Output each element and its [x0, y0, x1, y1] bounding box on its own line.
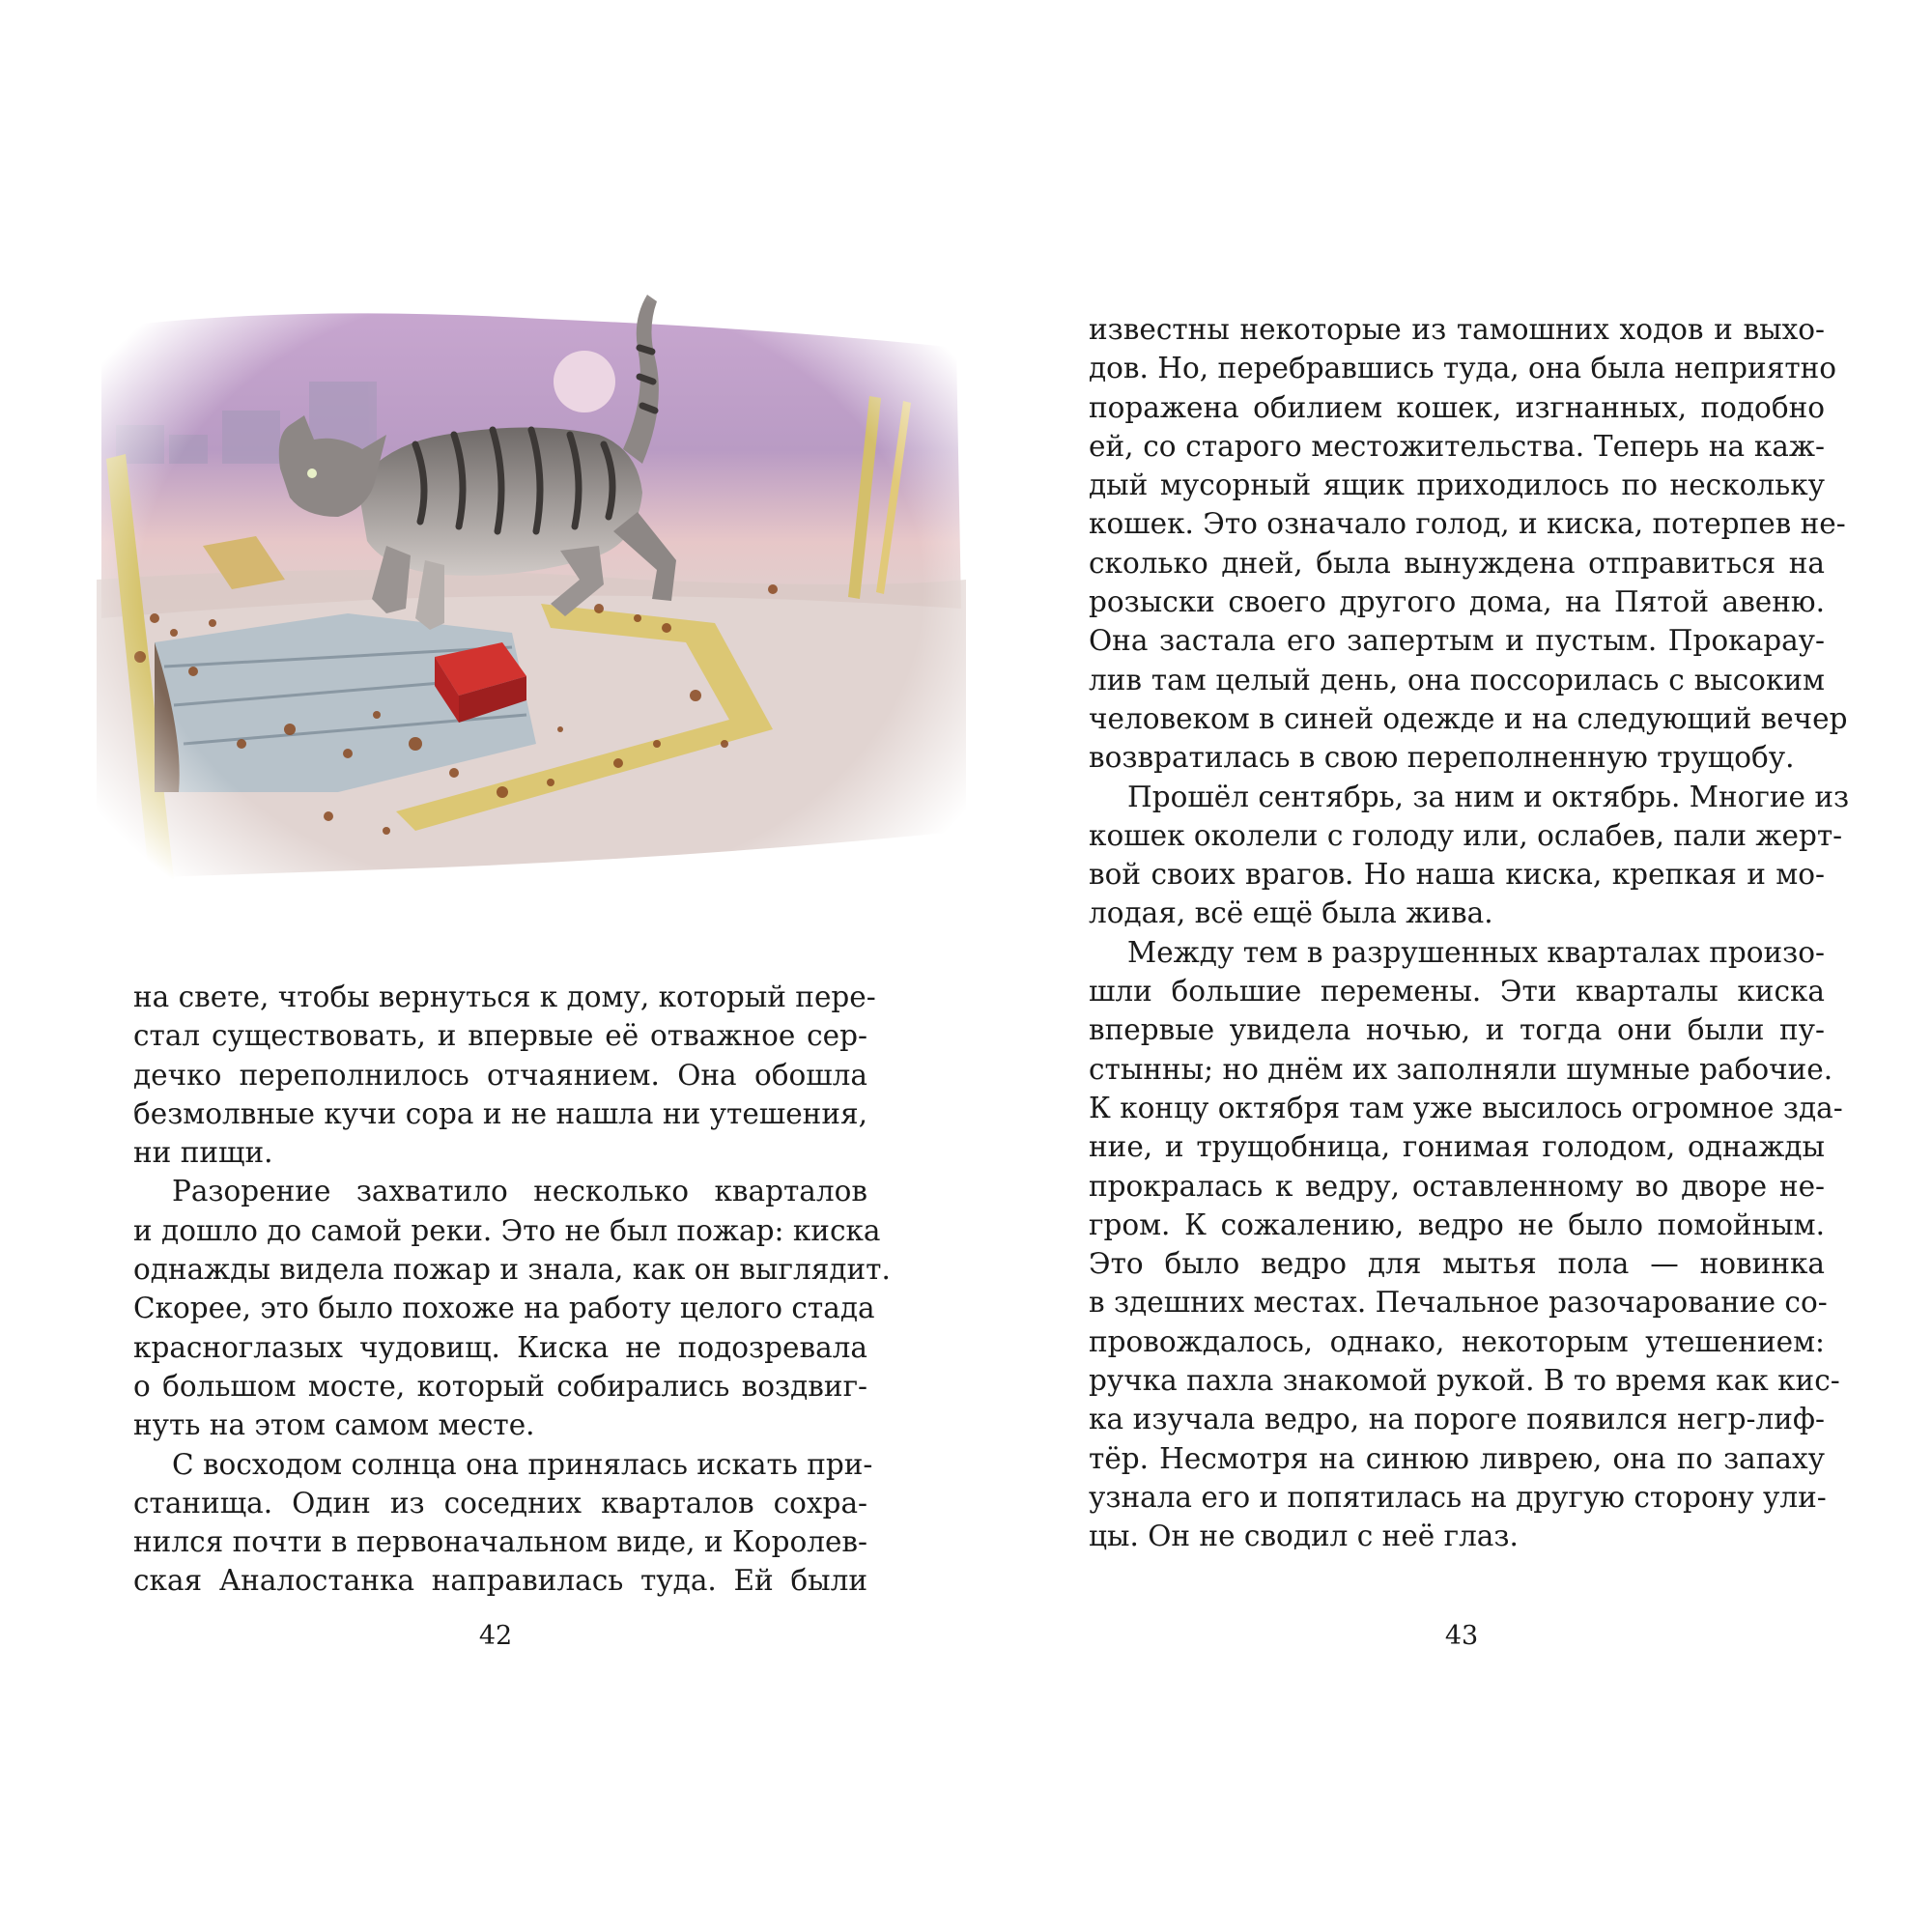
text-line: кошек. Это означало голод, и киска, потерпев не- [1089, 507, 1846, 541]
right-page-text [1089, 310, 1850, 1556]
text-line: прокралась к ведру, оставленному во дворе не- [1089, 1169, 1825, 1203]
text-line: поражена обилием кошек, изгнанных, подобно [1089, 390, 1825, 424]
text-line: нуть на этом самом месте. [133, 1408, 535, 1442]
text-line: шли большие перемены. Эти кварталы киска [1089, 975, 1825, 1009]
text-line: вой своих врагов. Но наша киска, крепкая и мо- [1089, 858, 1825, 892]
text-line: лив там целый день, она поссорилась с высоким [1089, 663, 1825, 696]
text-line: ка изучала ведро, на пороге появился негр-лиф- [1089, 1403, 1825, 1436]
text-line: дечко переполнилось отчаянием. Она обошла [133, 1058, 867, 1092]
text-line: сколько дней, была вынуждена отправиться на [1089, 546, 1825, 580]
cat-illustration [97, 290, 966, 956]
text-line: Между тем в разрушенных кварталах произо- [1127, 935, 1825, 969]
text-line: лодая, всё ещё была жива. [1089, 896, 1493, 930]
text-line: провождалось, однако, некоторым утешением: [1089, 1324, 1825, 1358]
text-line: тёр. Несмотря на синюю ливрею, она по запаху [1089, 1441, 1825, 1475]
text-line: о большом мосте, который собирались воздвиг- [133, 1369, 867, 1403]
text-line: ская Аналостанка направилась туда. Ей были [133, 1564, 867, 1598]
text-line: безмолвные кучи сора и не нашла ни утешения, [133, 1096, 867, 1130]
text-line: однажды видела пожар и знала, как он выглядит. [133, 1253, 891, 1287]
left-page-text [133, 978, 891, 1601]
text-line: в здешних местах. Печальное разочарование со- [1089, 1286, 1828, 1320]
page-number-left: 42 [478, 1621, 513, 1651]
right-page [966, 0, 1932, 1932]
text-line: ей, со старого местожительства. Теперь на каж- [1089, 429, 1825, 463]
text-line: ние, и трущобница, гонимая голодом, однажды [1089, 1130, 1825, 1164]
text-line: станища. Один из соседних кварталов сохра- [133, 1486, 867, 1520]
text-line: ручка пахла знакомой рукой. В то время как кис- [1089, 1364, 1840, 1398]
text-line: известны некоторые из тамошних ходов и выхо- [1089, 313, 1825, 346]
text-line: ни пищи. [133, 1136, 273, 1170]
text-line: и дошло до самой реки. Это не был пожар: киска [133, 1213, 881, 1247]
text-line: гром. К сожалению, ведро не было помойным. [1089, 1208, 1825, 1241]
text-line: Она застала его запертым и пустым. Прокарау- [1089, 624, 1825, 658]
text-line: на свете, чтобы вернуться к дому, который пере- [133, 980, 876, 1013]
text-line: розыски своего другого дома, на Пятой авеню. [1089, 585, 1825, 619]
text-line: красноглазых чудовищ. Киска не подозревала [133, 1330, 867, 1364]
text-line: кошек околели с голоду или, ослабев, пали жерт- [1089, 818, 1843, 852]
text-line: С восходом солнца она принялась искать при- [172, 1447, 873, 1481]
text-line: возвратилась в свою переполненную трущобу. [1089, 741, 1795, 775]
text-line: дов. Но, перебравшись туда, она была неприятно [1089, 352, 1837, 385]
text-line: цы. Он не сводил с неё глаз. [1089, 1520, 1519, 1553]
text-line: впервые увидела ночью, и тогда они были пу- [1089, 1013, 1825, 1047]
text-line: узнала его и попятилась на другую сторону ули- [1089, 1480, 1827, 1514]
cat-painting [97, 290, 966, 956]
text-line: Скорее, это было похоже на работу целого стада [133, 1292, 875, 1325]
text-line: человеком в синей одежде и на следующий вечер [1089, 701, 1848, 735]
text-line: Это было ведро для мытья пола — новинка [1089, 1247, 1825, 1281]
text-line: стынны; но днём их заполняли шумные рабочие. [1089, 1052, 1833, 1086]
text-line: дый мусорный ящик приходилось по нескольку [1089, 469, 1825, 502]
text-line: К концу октября там уже высилось огромное зда- [1089, 1091, 1843, 1124]
page-number-right: 43 [1444, 1621, 1479, 1651]
text-line: нился почти в первоначальном виде, и Королев- [133, 1525, 867, 1559]
text-line: Прошёл сентябрь, за ним и октябрь. Многие из [1127, 780, 1850, 813]
text-line: Разорение захватило несколько кварталов [172, 1175, 867, 1208]
text-line: стал существовать, и впервые её отважное сер- [133, 1019, 867, 1053]
